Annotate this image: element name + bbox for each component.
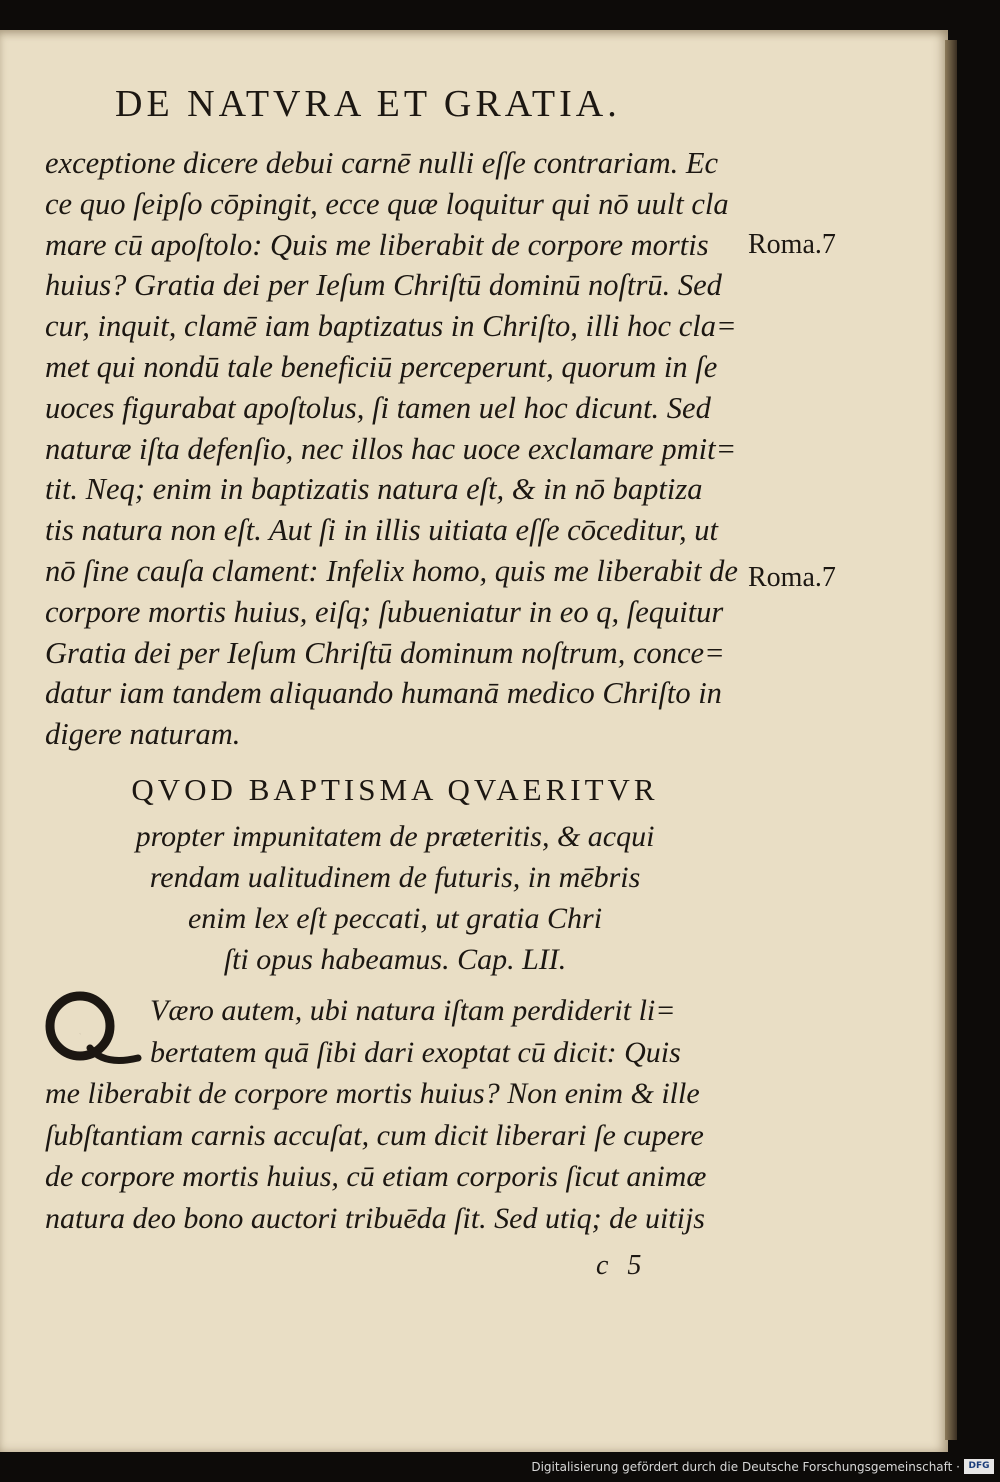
- text-line: exceptione dicere debui carnē nulli eſſe contrariam. Ec: [45, 146, 719, 180]
- text-line: cur, inquit, clamē iam baptizatus in Chriſto, illi hoc cla=: [45, 309, 737, 344]
- text-line: corpore mortis huius, eiſq; ſubueniatur in eo q, ſequitur: [45, 594, 724, 629]
- text-line: natura deo bono auctori tribuēda ſit. Sed utiq; de uitijs: [45, 1201, 705, 1235]
- chapter-subtitle: [45, 816, 745, 980]
- chapter-title: QVOD BAPTISMA QVAERITVR: [131, 772, 659, 807]
- text-line: datur iam tandem aliquando humanā medico Chriſto in: [45, 676, 722, 711]
- subtitle-line: enim lex eſt peccati, ut gratia Chri: [187, 902, 603, 935]
- text-line: Gratia dei per Ieſum Chriſtū dominum noſtrum, conce=: [45, 635, 725, 670]
- footer-credit: Digitalisierung gefördert durch die Deutsche Forschungsgemeinschaft ·: [531, 1460, 960, 1474]
- text-line: nō ſine cauſa clament: Infelix homo, quis me liberabit de: [45, 553, 738, 588]
- second-paragraph: [45, 990, 745, 1239]
- text-line: uoces figurabat apoſtolus, ſi tamen uel hoc dicunt. Sed: [45, 390, 711, 425]
- subtitle-line: rendam ualitudinem de futuris, in mēbris: [149, 861, 641, 894]
- text-line: ce quo ſeipſo cōpingit, ecce quæ loquitur qui nō uult cla: [45, 186, 729, 221]
- subtitle-line: propter impunitatem de præteritis, & acqui: [135, 820, 655, 853]
- subtitle-line: ſti opus habeamus. Cap. LII.: [223, 943, 567, 976]
- margin-note-roma: Roma.7: [748, 229, 836, 260]
- text-line: tit. Neq; enim in baptizatis natura eſt, & in nō baptiza: [45, 472, 703, 507]
- text-line: digere naturam.: [45, 717, 241, 752]
- dfg-logo: DFG: [964, 1459, 994, 1474]
- margin-note-roma: Roma.7: [748, 562, 836, 593]
- main-text-block: [45, 143, 745, 755]
- text-line: Væro autem, ubi natura iſtam perdiderit li=: [150, 994, 676, 1027]
- text-line: me liberabit de corpore mortis huius? Non enim & ille: [45, 1077, 700, 1110]
- text-line: met qui nondū tale beneficiū perceperunt, quorum in ſe: [45, 349, 718, 384]
- text-line: de corpore mortis huius, cū etiam corporis ſicut animæ: [45, 1160, 707, 1193]
- page-edge: [945, 40, 957, 1440]
- signature-mark: c 5: [596, 1250, 648, 1281]
- text-line: bertatem quā ſibi dari exoptat cū dicit: Quis: [150, 1035, 681, 1069]
- initial-letter: Q: [79, 1034, 81, 1035]
- text-line: tis natura non eſt. Aut ſi in illis uitiata eſſe cōceditur, ut: [45, 513, 718, 548]
- text-line: mare cū apoſtolo: Quis me liberabit de corpore mortis: [45, 227, 709, 262]
- text-line: naturæ iſta defenſio, nec illos hac uoce exclamare pmit=: [45, 431, 737, 466]
- running-header: DE NATVRA ET GRATIA.: [115, 83, 621, 125]
- text-line: ſubſtantiam carnis accuſat, cum dicit liberari ſe cupere: [45, 1118, 704, 1152]
- text-line: huius? Gratia dei per Ieſum Chriſtū dominū noſtrū. Sed: [45, 268, 722, 303]
